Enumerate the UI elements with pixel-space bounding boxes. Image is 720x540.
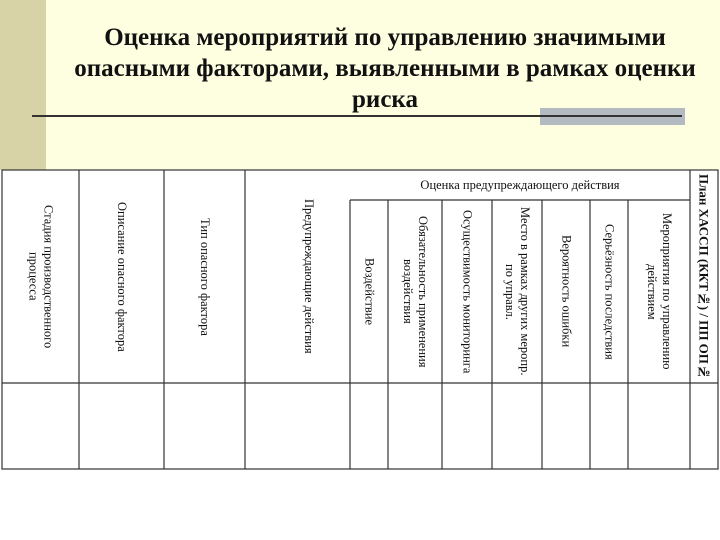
header-error-probability-label: Вероятность ошибки [559, 235, 574, 348]
header-hazard-type [164, 170, 245, 383]
header-haccp-plan [690, 170, 718, 383]
header-place-among-measures-label: Место в рамках других меропр. по управл. [503, 207, 532, 376]
header-monitoring-feasibility-label: Осуществимость мониторинга [460, 209, 475, 374]
header-hazard-description [79, 170, 164, 383]
header-monitoring-feasibility [442, 200, 492, 383]
header-impact-label: Воздействие [362, 257, 377, 326]
header-preventive-actions [245, 170, 350, 383]
header-haccp-plan-label: План ХАССП (ККТ№) / ПП ОП№ [696, 174, 712, 379]
header-process-stage [2, 170, 79, 383]
header-hazard-description-label: Описание опасного фактора [115, 201, 129, 352]
header-impact [350, 200, 388, 383]
header-process-stage-label: Стадия производственного процесса [26, 204, 56, 349]
header-consequence-severity-label: Серьёзность последствия [602, 223, 617, 360]
header-consequence-severity [590, 200, 628, 383]
header-preventive-actions-label: Предупреждающие действия [302, 199, 316, 354]
header-control-measures [628, 200, 690, 383]
header-error-probability [542, 200, 590, 383]
header-control-measures-label: Мероприятия по управлению действием [645, 213, 674, 370]
slide-title: Оценка мероприятий по управлению значимыми опасными факторами, выявленными в рамках оценки риска [74, 24, 696, 113]
group-header-preventive-assessment: Оценка предупреждающего действия [420, 177, 620, 192]
header-mandatory-application-label: Обязательность применения воздействия [401, 215, 430, 368]
header-hazard-type-label: Тип опасного фактора [198, 217, 212, 336]
header-mandatory-application [388, 200, 442, 383]
header-place-among-measures [492, 200, 542, 383]
